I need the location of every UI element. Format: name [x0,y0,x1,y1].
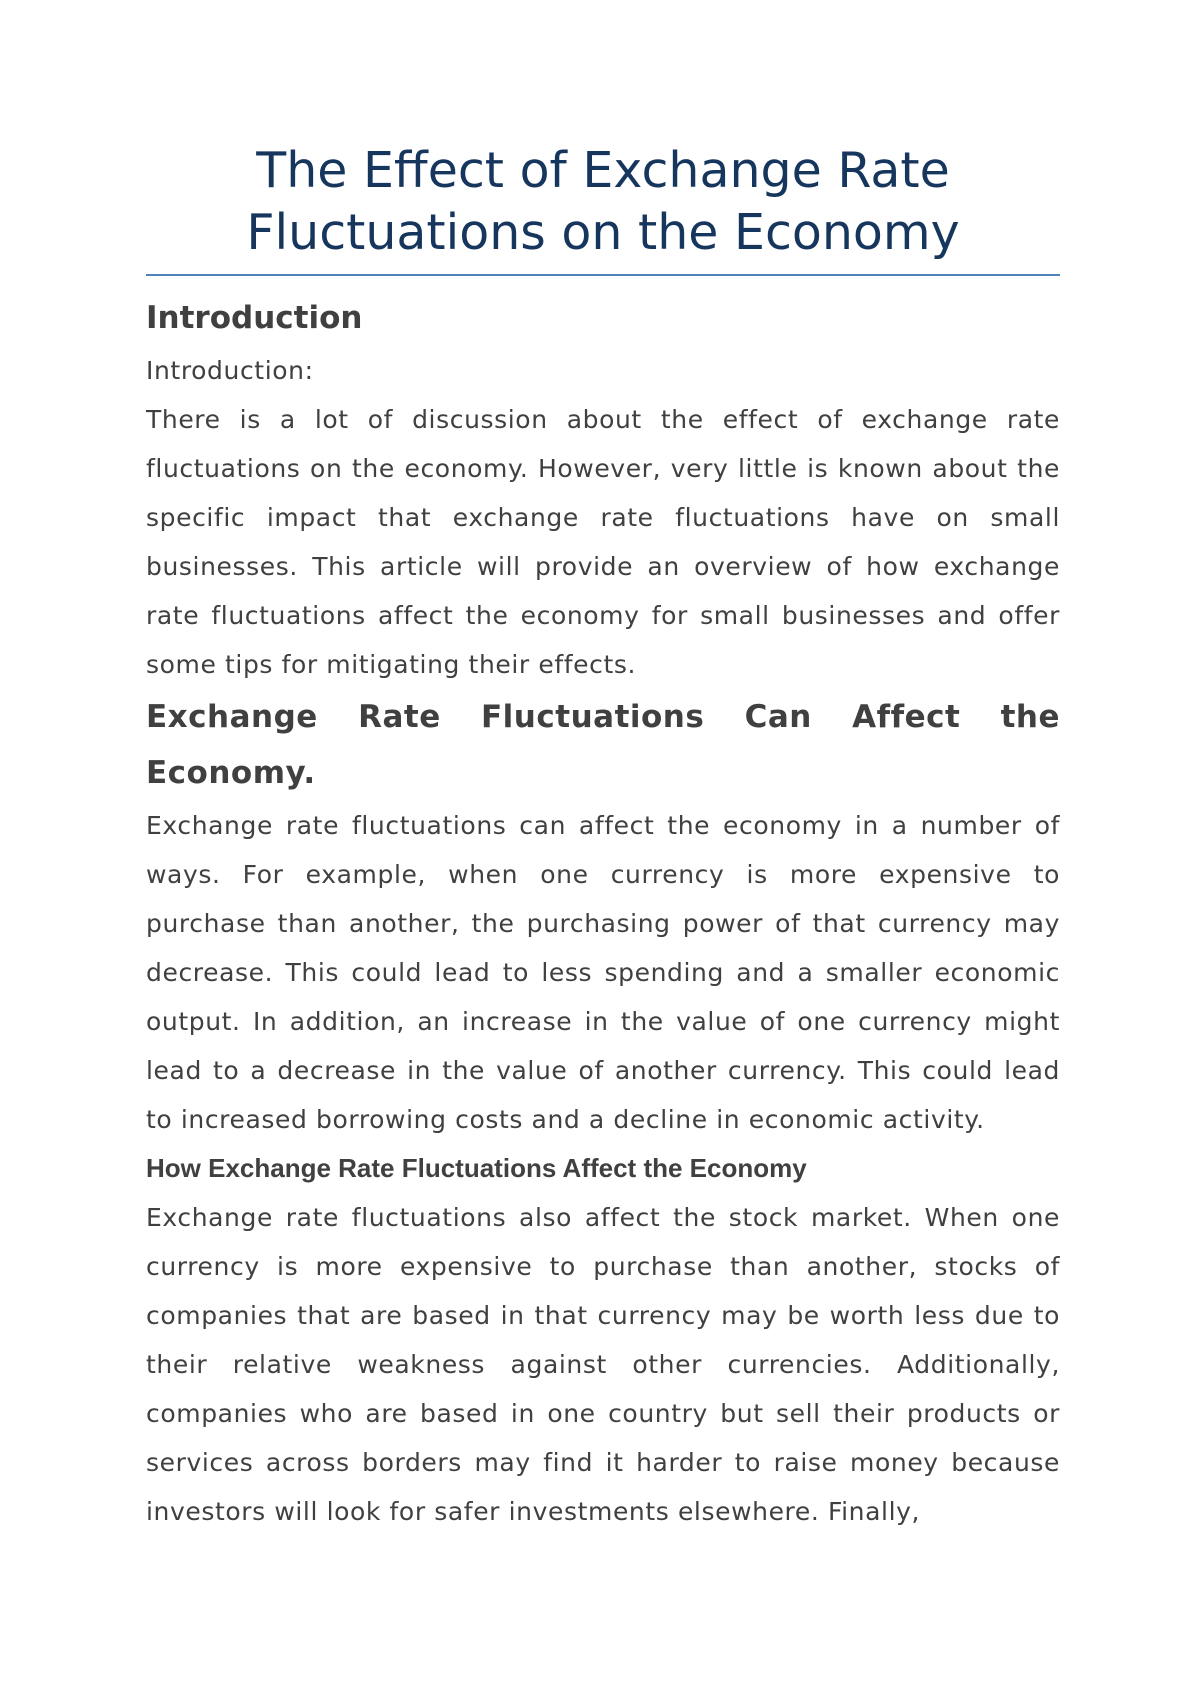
section-heading-introduction: Introduction [146,300,363,336]
document-page [146,140,1060,1536]
document-title: The Effect of Exchange Rate Fluctuations on the Economy [146,140,1060,276]
introduction-label: Introduction: [146,356,314,385]
introduction-paragraph: There is a lot of discussion about the effect of exchange rate fluctuations on the economy. However, very little is known about the specific impact that exchange rate fluctuations have on small businesses. This article will provide an overview of how exchange rate fluctuations affect the economy for small businesses and offer some tips for mitigating their effects. [146,405,1060,679]
section-heading-can-affect: Exchange Rate Fluctuations Can Affect the Economy. [146,699,1060,791]
how-affect-paragraph: Exchange rate fluctuations also affect the stock market. When one currency is more expensive to purchase than another, stocks of companies that are based in that currency may be worth less due to their relative weakness against other currencies. Additionally, companies who are based in one country but sell their products or services across borders may find it harder to raise money because investors will look for safer investments elsewhere. Finally, [146,1203,1060,1526]
can-affect-paragraph: Exchange rate fluctuations can affect the economy in a number of ways. For example, when one currency is more expensive to purchase than another, the purchasing power of that currency may decrease. This could lead to less spending and a smaller economic output. In addition, an increase in the value of one currency might lead to a decrease in the value of another currency. This could lead to increased borrowing costs and a decline in economic activity. [146,811,1060,1134]
section-heading-how-affect: How Exchange Rate Fluctuations Affect the Economy [146,1153,807,1183]
